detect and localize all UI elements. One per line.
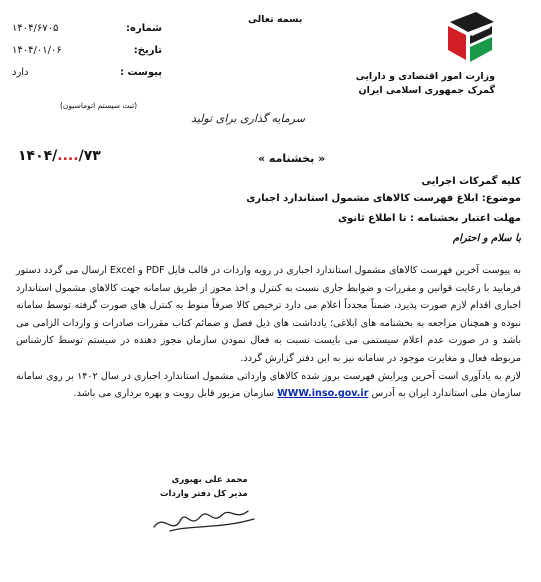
- meta-number-label: شماره:: [126, 23, 162, 34]
- body-paragraph-2-start: لازم به یادآوری است آخرین ویرایش فهرست بروز شده کالاهای وارداتی مشمول استاندارد اجباری در سال ۱۴۰۲ بر روی سامانه سازمان ملی استاندارد ایران به آدرس: [16, 370, 521, 400]
- body-paragraph-2: [16, 368, 521, 403]
- greeting: با سلام و احترام: [452, 233, 521, 244]
- meta-attachment-label: پیوست :: [119, 67, 162, 78]
- meta-number-value: ۱۴۰۴/۶۷۰۵: [12, 23, 59, 34]
- circular-number-suffix: /۷۳: [78, 148, 101, 164]
- inso-website-link[interactable]: WWW.inso.gov.ir: [277, 388, 369, 400]
- handwritten-signature-icon: [150, 495, 260, 540]
- circular-number-dots: ....: [57, 148, 79, 164]
- meta-attachment-value: دارد: [12, 67, 29, 78]
- circular-title: « بخشنامه »: [258, 152, 326, 165]
- bismillah-heading: بسمه تعالی: [248, 14, 303, 25]
- customs-logo-icon: [444, 10, 496, 66]
- organization-line-2: گمرک جمهوری اسلامی ایران: [358, 85, 495, 96]
- meta-attachment-row: [12, 62, 162, 84]
- body-paragraph-1: به پیوست آخرین فهرست کالاهای مشمول استاندارد اجباری در رویه واردات در قالب فایل PDF و Excel ارسال می گردد دستور فرمایید با رعایت قوانین و مقررات و ضوابط جاری نسبت به کنترل و اخذ مجوز از طریق سامانه جهت کالاهای مشمول استاندارد اجباری اقدام لازم صورت پذیرد، ضمناً مجدداً اعلام می دارد ترخیص کالا صرفاً منوط به کنترل های صورت گرفته توسط سامانه نبوده و همچنان مراجعه به بخشنامه های ابلاغی؛ یادداشت های ذیل فصل و ضمائم کتاب مقررات صادرات و واردات الزامی می باشد و در صورت عدم اعلام سیستمی می بایست نسبت به فعال نمودن سازمان مجوز دهنده در سیستم توسط کارشناس مربوطه فعال و مغایرت موجود در سامانه نیز به این دفتر گزارش گردد.: [16, 265, 522, 364]
- circular-number-prefix: ۱۴۰۴/: [18, 148, 58, 164]
- letter-meta: [12, 18, 162, 84]
- meta-number-row: [12, 18, 162, 40]
- meta-date-row: [12, 40, 162, 62]
- letter-body: [16, 262, 521, 403]
- validity-line: مهلت اعتبار بخشنامه : تا اطلاع ثانوی: [338, 213, 521, 224]
- subject-line: موضوع: ابلاغ فهرست کالاهای مشمول استاندارد اجباری: [246, 193, 521, 204]
- signatory-name: محمد علی بهبوری: [171, 475, 248, 485]
- meta-date-value: ۱۴۰۴/۰۱/۰۶: [12, 45, 62, 56]
- handwritten-slogan: سرمایه گذاری برای تولید: [191, 112, 305, 125]
- signatory-title: مدیر کل دفتر واردات: [160, 489, 248, 499]
- organization-name: [356, 70, 495, 98]
- meta-date-label: تاریخ:: [133, 45, 162, 56]
- organization-line-1: وزارت امور اقتصادی و دارایی: [355, 71, 495, 82]
- body-paragraph-2-end: سازمان مزبور قابل رویت و بهره برداری می باشد.: [73, 388, 275, 400]
- addressee: کلیه گمرکات اجرایی: [421, 176, 521, 187]
- circular-number: [18, 148, 101, 164]
- automation-note: (ثبت سیستم اتوماسیون): [60, 101, 138, 110]
